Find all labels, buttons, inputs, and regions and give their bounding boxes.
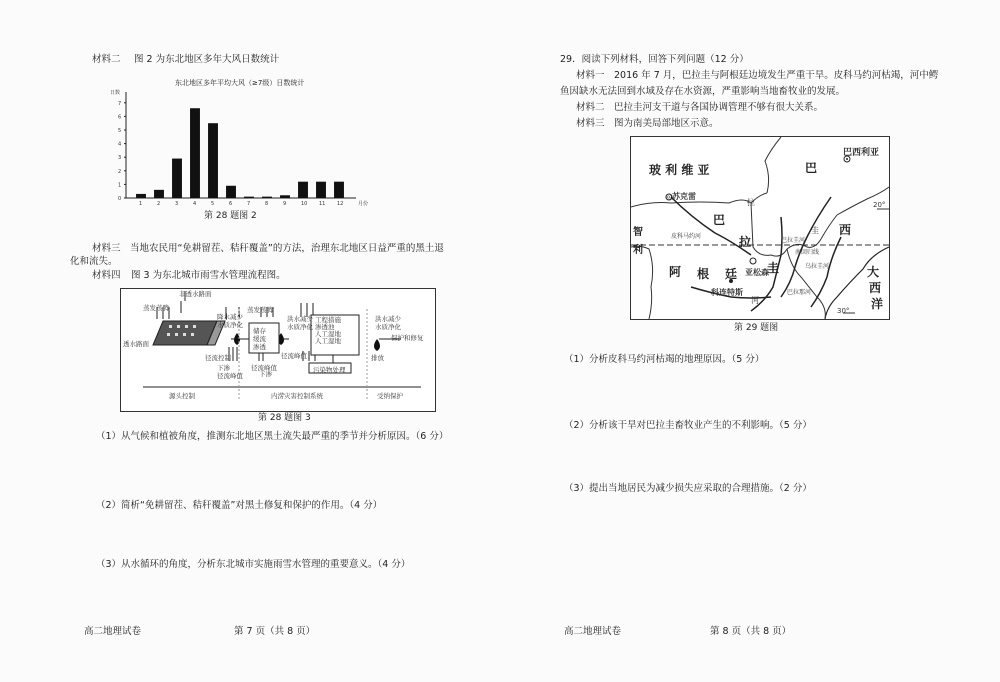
map-brasilia: 巴西利亚 bbox=[843, 148, 880, 158]
chart-title: 东北地区多年平均大风（≥7级）日数统计 bbox=[175, 79, 305, 87]
flow-n15: 径流峰值 bbox=[217, 372, 243, 380]
flow-n3: 蒸发蒸腾 bbox=[247, 306, 273, 314]
south-america-map bbox=[630, 136, 890, 320]
map-atlantic-3: 洋 bbox=[871, 297, 884, 311]
flow-bottom3: 受纳保护 bbox=[377, 392, 403, 400]
map-he1: 河 bbox=[751, 296, 759, 305]
map-chile: 智 bbox=[633, 227, 643, 238]
map-bolivia: 玻 利 维 亚 bbox=[649, 163, 710, 177]
x-tick-label: 3 bbox=[175, 201, 179, 207]
material4-label: 材料四 bbox=[92, 270, 121, 281]
question-29-1: （1）分析皮科马约河枯竭的地理原因。（5 分） bbox=[564, 354, 765, 365]
flow-n6: 透水路面 bbox=[123, 340, 149, 348]
bar-month-10 bbox=[298, 182, 308, 198]
footer-right-page: 第 8 页（共 8 页） bbox=[710, 626, 792, 637]
material1-line1: 材料一 2016 年 7 月，巴拉圭与阿根廷边境发生严重干旱。皮科马约河枯竭，河中鳄 bbox=[576, 70, 939, 81]
fig2-caption: 第 28 题图 2 bbox=[204, 211, 257, 221]
question-28-2: （2）简析“免耕留茬、秸秆覆盖”对黑土修复和保护的作用。（4 分） bbox=[96, 500, 383, 511]
material2-text: 图 2 为东北地区多年大风日数统计 bbox=[134, 54, 280, 65]
bar-chart bbox=[108, 84, 368, 210]
question-28-3: （3）从水循环的角度，分析东北城市实施雨雪水管理的重要意义。（4 分） bbox=[96, 559, 411, 570]
bar-month-8 bbox=[262, 197, 272, 198]
flow-n10: 径流控制 bbox=[205, 354, 231, 362]
flow-n14: 下渗 bbox=[259, 370, 272, 378]
map-corrientes: 科连特斯 bbox=[711, 288, 743, 297]
bar-month-9 bbox=[280, 195, 290, 198]
y-tick-label: 4 bbox=[118, 141, 122, 148]
map-asuncion: 亚松森 bbox=[745, 268, 769, 277]
footer-right-title: 高二地理试卷 bbox=[564, 626, 622, 637]
map-river-paraguay: 巴拉圭河 bbox=[781, 237, 806, 244]
bar-month-7 bbox=[244, 197, 254, 198]
map-brazil-ba: 巴 bbox=[805, 161, 818, 175]
map-paraguay-ba: 巴 bbox=[713, 213, 726, 227]
flow-n8: 储存 缓流 渗透 bbox=[253, 327, 266, 351]
material1-line2: 鱼因缺水无法回到水域及存在水资源，严重影响当地畜牧业的发展。 bbox=[560, 86, 846, 97]
question-28-1: （1）从气候和植被角度，推测东北地区黑土流失最严重的季节并分析原因。（6 分） bbox=[96, 431, 449, 442]
x-tick-label: 1 bbox=[139, 201, 143, 207]
map-paraguay-la: 拉 bbox=[739, 235, 752, 249]
flow-n13: 径流峰值 bbox=[281, 352, 307, 360]
question-29-3: （3）提出当地居民为减少损失应采取的合理措施。（2 分） bbox=[564, 483, 812, 494]
x-tick-label: 9 bbox=[283, 201, 287, 207]
material3: 材料三 图为南美局部地区示意。 bbox=[576, 118, 719, 129]
map-brazil-xi: 西 bbox=[839, 223, 852, 237]
map-tropic-label: 南回归线 bbox=[795, 249, 820, 256]
flow-n17: 排放 bbox=[371, 354, 384, 362]
flow-n2: 蒸发蒸腾 bbox=[143, 304, 169, 312]
flow-chart bbox=[120, 288, 436, 412]
bar-month-5 bbox=[208, 123, 218, 198]
flow-bottom1: 源头控制 bbox=[169, 392, 195, 400]
bar-month-2 bbox=[154, 190, 164, 198]
map-lat20: 20° bbox=[873, 201, 886, 209]
question-29-title: 29．阅读下列材料，回答下列问题（12 分） bbox=[560, 54, 749, 65]
flow-n11: 下渗 bbox=[217, 364, 230, 372]
fig29-caption: 第 29 题图 bbox=[734, 323, 779, 333]
x-tick-label: 5 bbox=[211, 201, 215, 207]
map-river-pilcomayo: 皮科马约河 bbox=[671, 233, 702, 240]
y-tick-label: 7 bbox=[118, 100, 122, 107]
footer-left-page: 第 7 页（共 8 页） bbox=[234, 626, 316, 637]
map-argentina-gen: 根 bbox=[697, 267, 710, 281]
flow-n18: 保护和修复 bbox=[391, 334, 424, 342]
material4-text: 图 3 为东北城市雨雪水管理流程图。 bbox=[131, 270, 286, 281]
flow-n7: 降水减少 水质净化 bbox=[217, 313, 243, 329]
y-tick-label: 1 bbox=[118, 182, 122, 189]
material3-line1: 材料三 当地农民用“免耕留茬、秸秆覆盖”的方法，治理东北地区日益严重的黑土退 bbox=[92, 243, 444, 254]
flow-n4: 工程措施 渗透池 人工湿地 人工湿地 bbox=[315, 316, 341, 345]
bar-month-3 bbox=[172, 159, 182, 198]
bar-month-4 bbox=[190, 108, 200, 198]
x-tick-label: 12 bbox=[337, 201, 344, 207]
y-axis-label: 日数 bbox=[110, 90, 121, 96]
question-29-2: （2）分析该干旱对巴拉圭畜牧业产生的不利影响。（5 分） bbox=[564, 420, 812, 431]
material2: 材料二 巴拉圭河支干道与各国协调管理不够有很大关系。 bbox=[576, 102, 824, 113]
y-tick-label: 2 bbox=[118, 168, 122, 175]
map-he2: 拉 bbox=[747, 198, 755, 207]
x-tick-label: 6 bbox=[229, 201, 233, 207]
footer-left-title: 高二地理试卷 bbox=[84, 626, 142, 637]
bar-month-6 bbox=[226, 186, 236, 198]
map-lat30: 30° bbox=[837, 307, 850, 315]
x-tick-label: 2 bbox=[157, 201, 161, 207]
y-tick-label: 5 bbox=[118, 128, 122, 134]
flow-n1: 非透水路面 bbox=[179, 290, 212, 298]
flow-n9: 洪水减少 水质净化 bbox=[287, 315, 313, 331]
map-argentina-ting: 廷 bbox=[725, 267, 738, 281]
material2-label: 材料二 bbox=[92, 54, 121, 65]
material3-line2: 化和流失。 bbox=[70, 256, 118, 267]
flow-n5: 洪水减少 水质净化 bbox=[375, 315, 401, 331]
map-atlantic-2: 西 bbox=[869, 281, 882, 295]
y-tick-label: 6 bbox=[118, 114, 122, 121]
x-tick-label: 7 bbox=[247, 201, 251, 207]
bar-month-11 bbox=[316, 182, 326, 198]
map-river-parana: 巴拉那河 bbox=[787, 289, 812, 296]
x-tick-label: 11 bbox=[319, 201, 326, 207]
bar-month-1 bbox=[136, 194, 146, 198]
map-atlantic-1: 大 bbox=[867, 265, 880, 279]
flow-bottom2: 内涝灾害控制系统 bbox=[271, 392, 323, 400]
bar-month-12 bbox=[334, 182, 344, 198]
x-axis-label: 月份 bbox=[358, 201, 368, 207]
x-tick-label: 8 bbox=[265, 201, 269, 207]
y-tick-label: 0 bbox=[118, 196, 122, 202]
right-page bbox=[500, 0, 1000, 682]
x-tick-label: 10 bbox=[301, 201, 308, 207]
x-tick-label: 4 bbox=[193, 201, 197, 207]
map-he3: 圭 bbox=[811, 226, 819, 235]
asuncion-marker bbox=[750, 258, 756, 264]
fig3-caption: 第 28 题图 3 bbox=[258, 413, 311, 423]
map-river-uruguay: 乌拉圭河 bbox=[805, 263, 830, 270]
map-paraguay-gui: 圭 bbox=[767, 261, 780, 275]
flow-n16: 污染物处理 bbox=[313, 366, 346, 374]
map-chile-li: 利 bbox=[633, 245, 643, 256]
y-tick-label: 3 bbox=[118, 155, 122, 162]
map-argentina-a: 阿 bbox=[669, 265, 682, 279]
map-sucre: ◎苏克雷 bbox=[665, 192, 696, 201]
flow-n12: 径流峰值 bbox=[251, 364, 277, 372]
